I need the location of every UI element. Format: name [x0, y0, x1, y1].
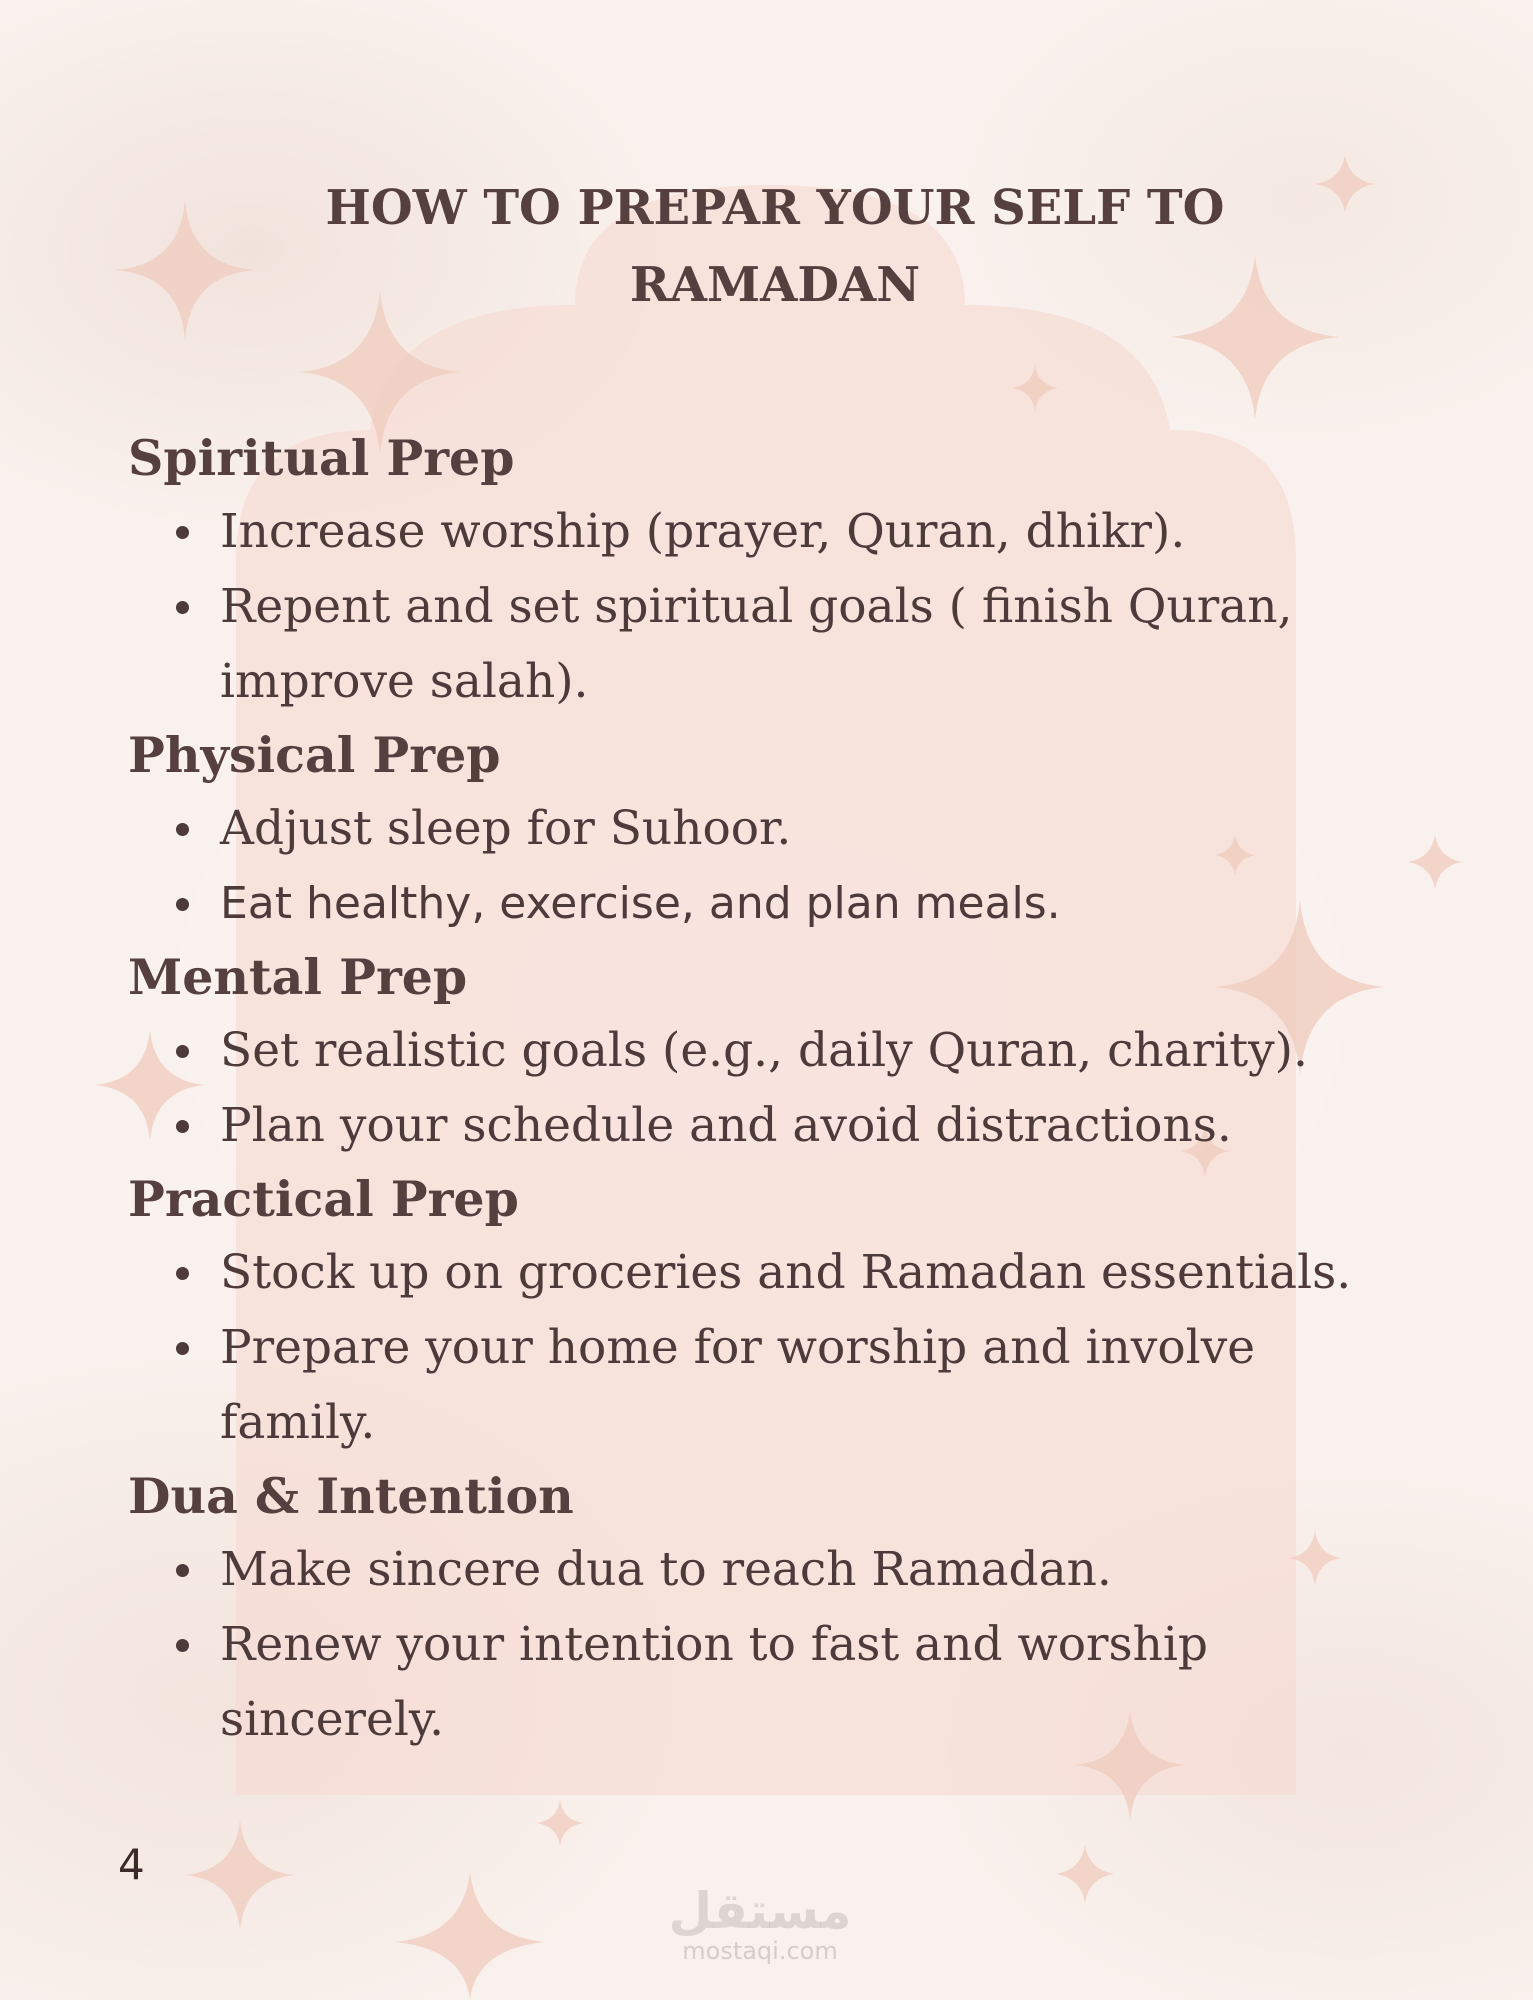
sparkle-icon	[115, 200, 255, 340]
list-item-text: Make sincere dua to reach Ramadan.	[220, 1542, 1112, 1597]
list-item-text: Renew your intention to fast and worship sincerely.	[220, 1617, 1208, 1747]
section-heading: Physical Prep	[128, 726, 501, 784]
watermark-logo: مستقل	[668, 1882, 852, 1940]
page-number: 4	[118, 1840, 145, 1889]
list-item	[128, 866, 1388, 941]
sparkle-icon	[1315, 155, 1375, 213]
bullet-list	[128, 791, 1388, 941]
prep-content	[128, 422, 1388, 1757]
bullet-icon	[176, 1045, 189, 1058]
section-heading: Practical Prep	[128, 1170, 519, 1228]
section-spiritual	[128, 422, 1388, 719]
list-item	[128, 1310, 1388, 1460]
title-line-2: RAMADAN	[629, 257, 921, 313]
title-line-1: HOW TO PREPAR YOUR SELF TO	[325, 180, 1225, 236]
section-heading: Spiritual Prep	[128, 429, 515, 487]
bullet-list	[128, 494, 1388, 719]
section-heading: Mental Prep	[128, 948, 468, 1006]
bullet-icon	[176, 898, 189, 911]
list-item-text: Plan your schedule and avoid distractions.	[220, 1098, 1232, 1153]
list-item	[128, 1607, 1388, 1757]
bullet-icon	[176, 526, 189, 539]
list-item	[128, 1532, 1388, 1607]
bullet-icon	[176, 1564, 189, 1577]
section-mental	[128, 941, 1388, 1163]
sparkle-icon	[185, 1820, 295, 1930]
sparkle-icon	[1408, 835, 1462, 889]
sparkle-icon	[1056, 1845, 1114, 1903]
list-item-text: Repent and set spiritual goals ( finish Quran, improve salah).	[220, 579, 1293, 709]
page-title	[280, 170, 1270, 324]
watermark-url: mostaqi.com	[682, 1937, 838, 1965]
list-item	[128, 494, 1388, 569]
sparkle-icon	[395, 1870, 545, 2000]
list-item	[128, 569, 1388, 719]
bullet-list	[128, 1013, 1388, 1163]
bullet-icon	[176, 1342, 189, 1355]
list-item-text: Prepare your home for worship and involve family.	[220, 1320, 1256, 1450]
section-physical	[128, 719, 1388, 941]
list-item-text: Increase worship (prayer, Quran, dhikr).	[220, 504, 1186, 559]
list-item-text: Set realistic goals (e.g., daily Quran, charity).	[220, 1023, 1308, 1078]
section-heading: Dua & Intention	[128, 1467, 574, 1525]
list-item	[128, 791, 1388, 866]
list-item-text: Adjust sleep for Suhoor.	[220, 801, 792, 856]
bullet-icon	[176, 823, 189, 836]
sparkle-icon	[537, 1800, 583, 1846]
section-practical	[128, 1163, 1388, 1460]
bullet-icon	[176, 1267, 189, 1280]
bullet-icon	[176, 1120, 189, 1133]
bullet-list	[128, 1532, 1388, 1757]
bullet-icon	[176, 601, 189, 614]
list-item	[128, 1013, 1388, 1088]
bullet-list	[128, 1235, 1388, 1460]
list-item-text: Stock up on groceries and Ramadan essentials.	[220, 1245, 1352, 1300]
section-dua-intention	[128, 1460, 1388, 1757]
list-item	[128, 1235, 1388, 1310]
list-item	[128, 1088, 1388, 1163]
bullet-icon	[176, 1639, 189, 1652]
list-item-text: Eat healthy, exercise, and plan meals.	[220, 878, 1061, 929]
